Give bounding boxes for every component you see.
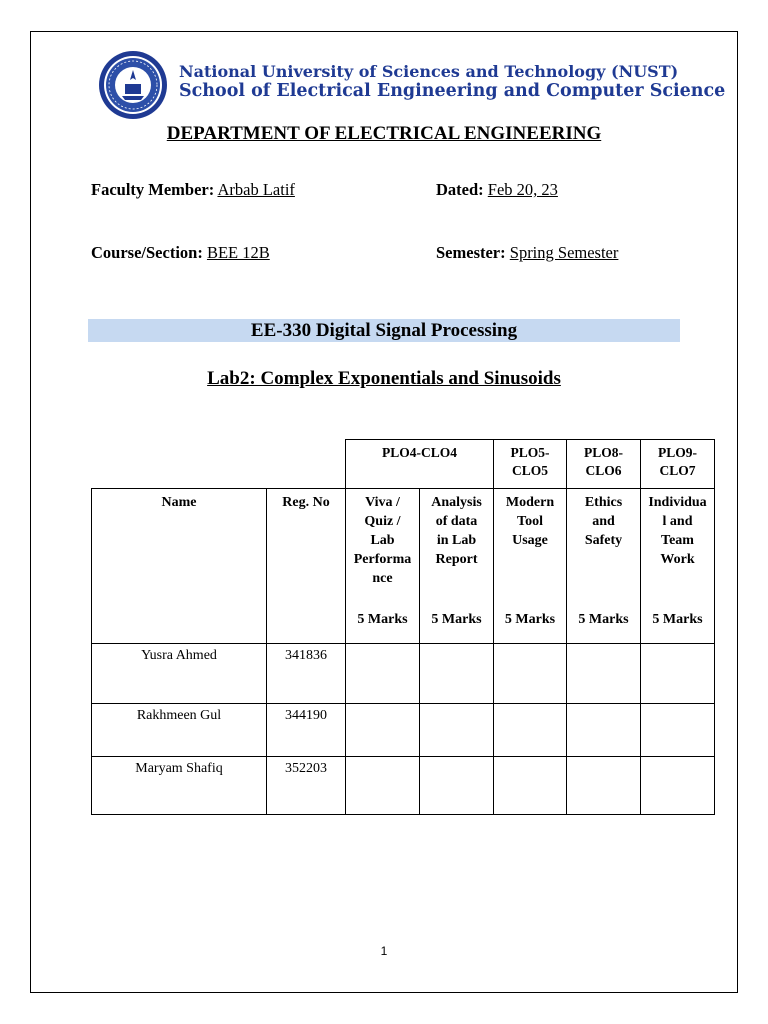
score-cell: [641, 644, 715, 704]
faculty-value: Arbab Latif: [217, 180, 295, 199]
semester-value: Spring Semester: [509, 243, 619, 262]
criteria-header: [641, 489, 715, 644]
lab-title: Lab2: Complex Exponentials and Sinusoids: [207, 368, 561, 389]
student-reg: 352203: [267, 757, 346, 815]
score-cell: [567, 704, 641, 757]
page-number: 1: [380, 944, 388, 958]
score-cell: [420, 704, 494, 757]
school-name: School of Electrical Engineering and Computer Science: [179, 81, 726, 101]
score-cell: [567, 644, 641, 704]
criteria-label: Analysis of data in Lab Report: [431, 495, 482, 567]
nust-crest-icon: [98, 50, 168, 120]
score-cell: [420, 644, 494, 704]
semester-label: Semester:: [436, 243, 506, 262]
student-name: Maryam Shafiq: [92, 757, 267, 815]
score-cell: [494, 757, 567, 815]
criteria-label: Viva / Quiz / Lab Performa nce: [353, 495, 412, 586]
table-row: [92, 757, 715, 815]
marks-table: [91, 488, 715, 815]
criteria-header: [567, 489, 641, 644]
score-cell: [641, 757, 715, 815]
student-reg: 341836: [267, 644, 346, 704]
course-title: EE-330 Digital Signal Processing: [88, 319, 680, 342]
criteria-marks: 5 Marks: [431, 612, 482, 627]
dated-value: Feb 20, 23: [487, 180, 558, 199]
department-title: DEPARTMENT OF ELECTRICAL ENGINEERING: [166, 123, 602, 144]
course-value: BEE 12B: [206, 243, 270, 262]
student-name: Rakhmeen Gul: [92, 704, 267, 757]
criteria-header: [494, 489, 567, 644]
criteria-marks: 5 Marks: [504, 612, 556, 627]
reg-header: Reg. No: [267, 489, 346, 644]
course-label: Course/Section:: [91, 243, 203, 262]
criteria-header: [346, 489, 420, 644]
criteria-marks: 5 Marks: [578, 612, 629, 627]
student-name: Yusra Ahmed: [92, 644, 267, 704]
name-header: Name: [92, 489, 267, 644]
dated-field: [436, 180, 558, 200]
faculty-label: Faculty Member:: [91, 180, 215, 199]
plo-header: PLO5- CLO5: [494, 440, 567, 489]
dated-label: Dated:: [436, 180, 484, 199]
criteria-header: [420, 489, 494, 644]
criteria-label: Individua l and Team Work: [648, 495, 707, 567]
table-row: [92, 644, 715, 704]
score-cell: [641, 704, 715, 757]
score-cell: [494, 644, 567, 704]
semester-field: [436, 243, 618, 263]
plo-header: PLO4-CLO4: [346, 440, 494, 489]
table-header-row: [92, 489, 715, 644]
plo-header: PLO9- CLO7: [641, 440, 715, 489]
score-cell: [567, 757, 641, 815]
university-name: National University of Sciences and Technology (NUST): [179, 62, 679, 81]
score-cell: [346, 757, 420, 815]
score-cell: [420, 757, 494, 815]
student-reg: 344190: [267, 704, 346, 757]
score-cell: [346, 704, 420, 757]
score-cell: [494, 704, 567, 757]
faculty-field: [91, 180, 295, 200]
score-cell: [346, 644, 420, 704]
plo-header-table: [345, 439, 715, 489]
criteria-label: Modern Tool Usage: [505, 495, 555, 548]
criteria-marks: 5 Marks: [357, 612, 408, 627]
criteria-label: Ethics and Safety: [584, 495, 623, 548]
criteria-marks: 5 Marks: [652, 612, 703, 627]
table-row: [92, 704, 715, 757]
course-field: [91, 243, 270, 263]
plo-header: PLO8- CLO6: [567, 440, 641, 489]
